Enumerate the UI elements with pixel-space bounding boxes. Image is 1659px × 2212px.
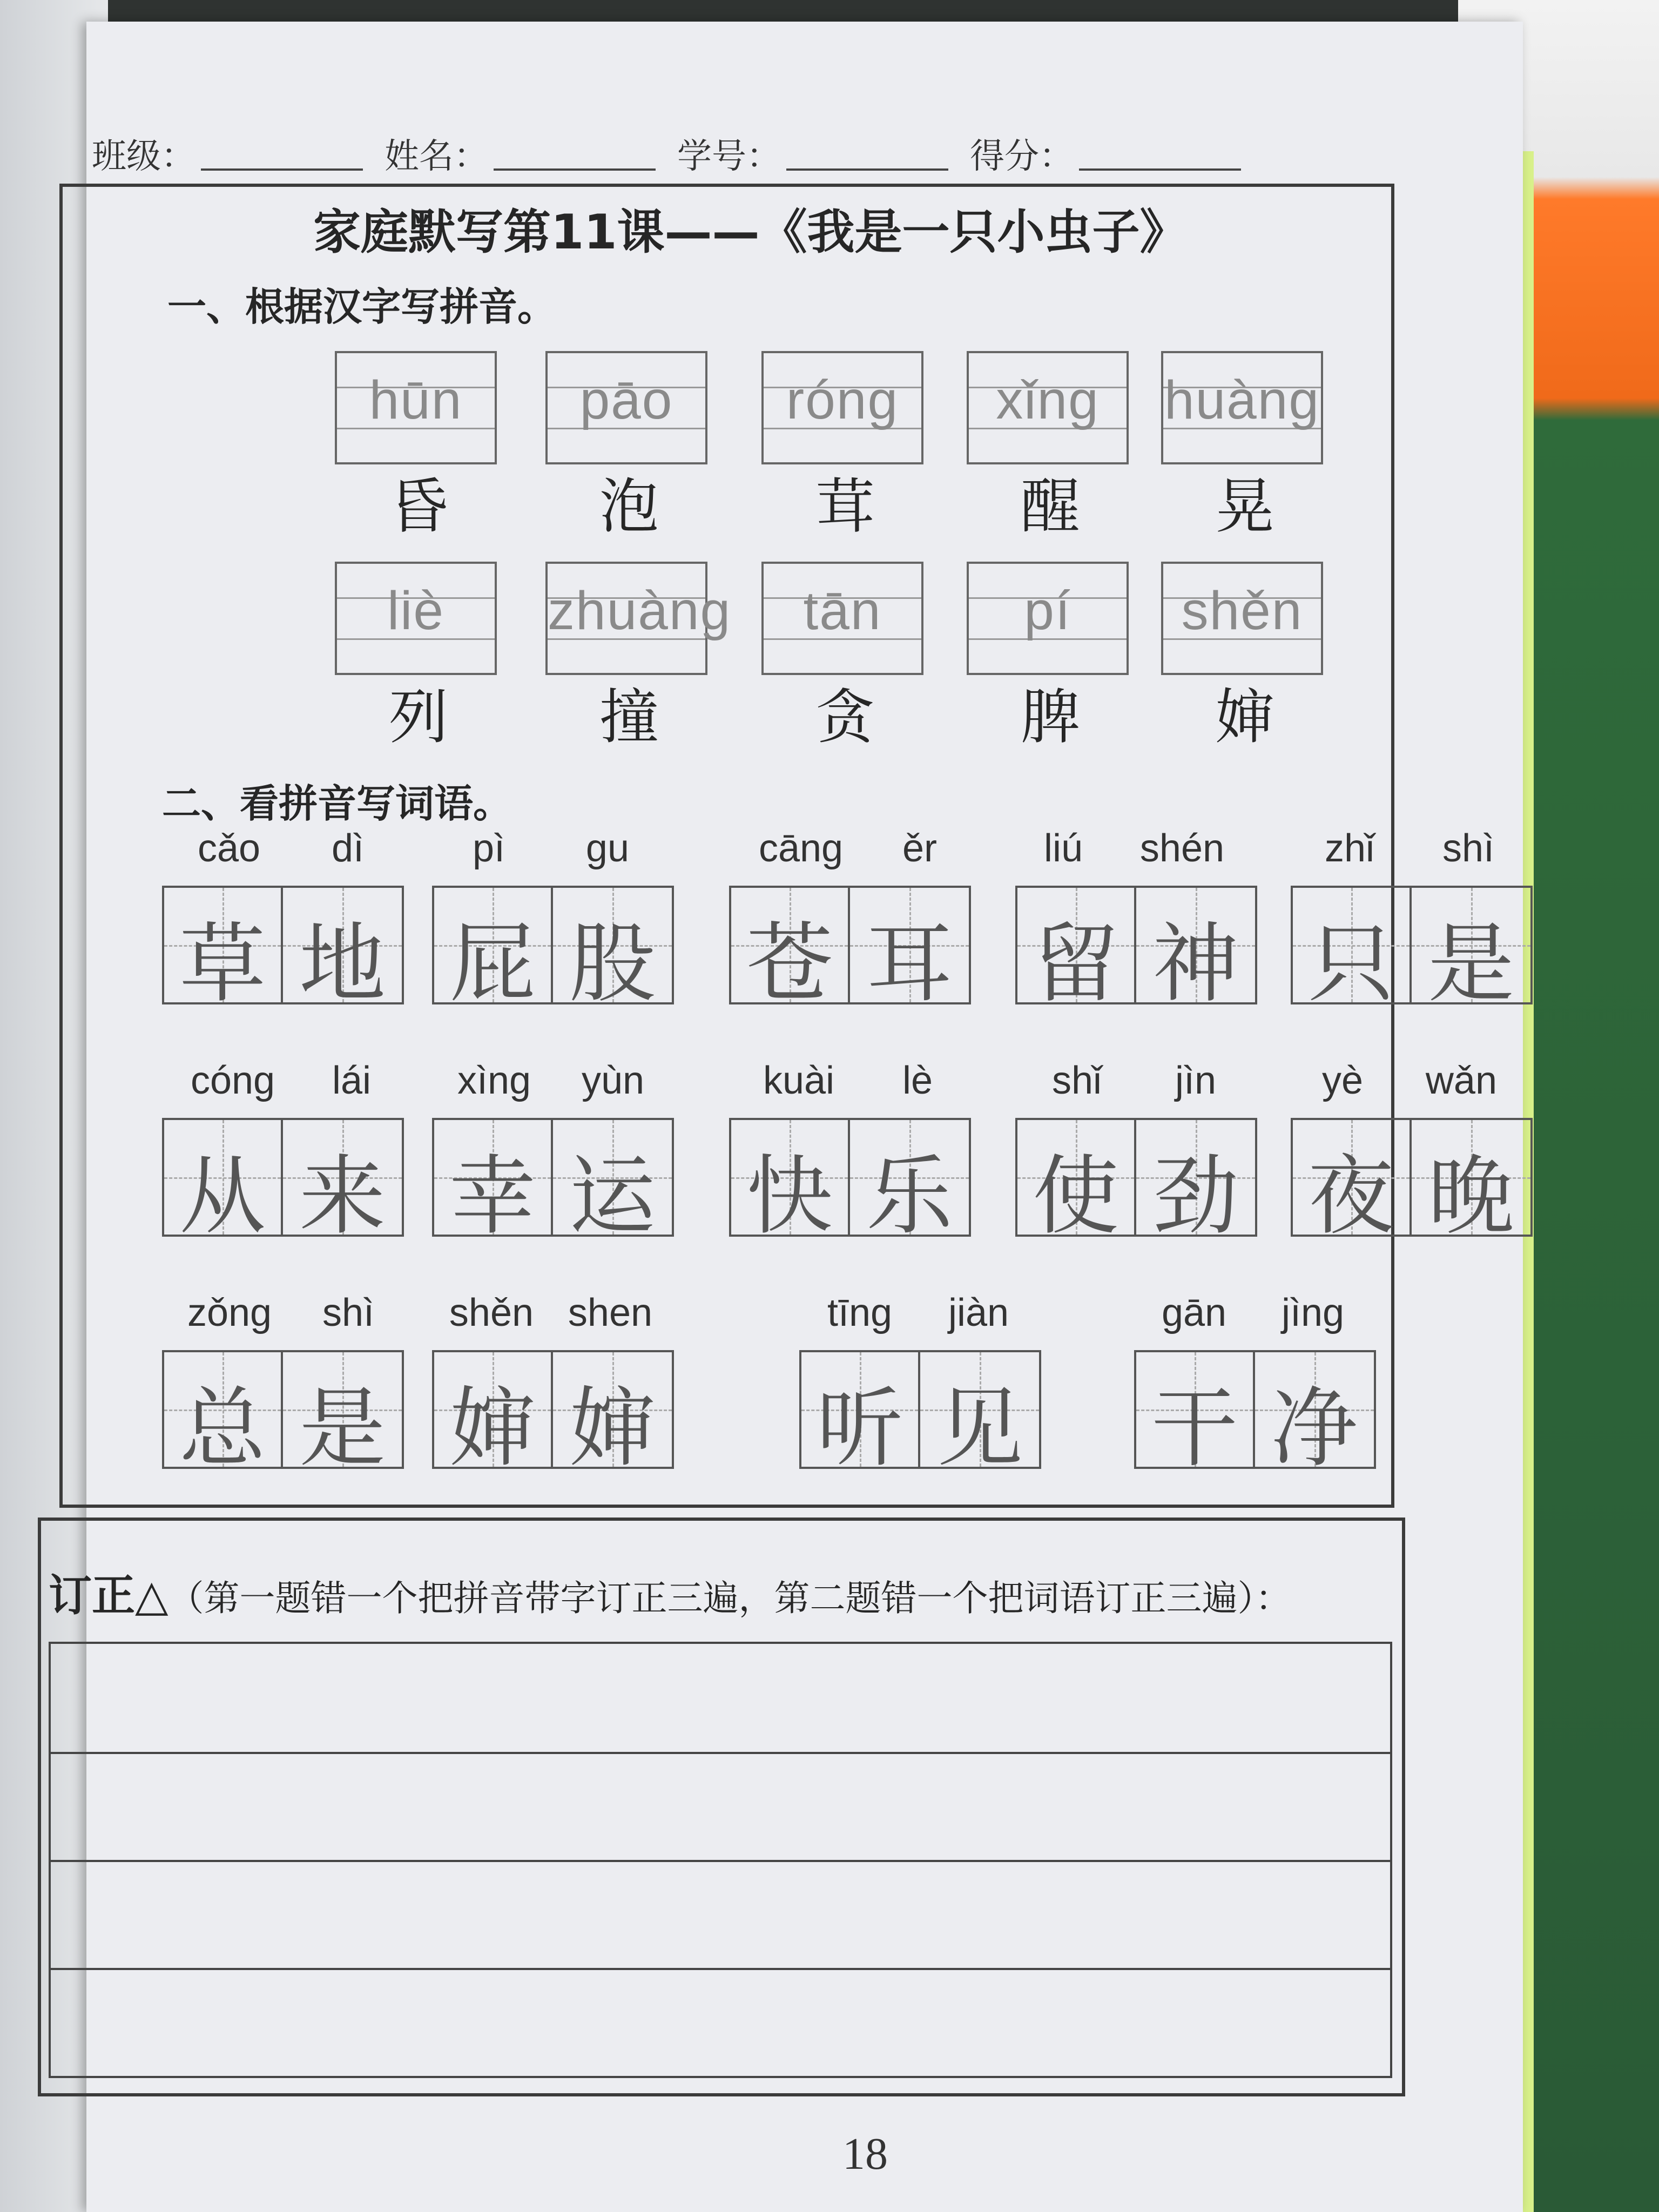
handwritten-char: 是 <box>299 1378 386 1479</box>
hanzi-prompt: 婶 <box>1215 683 1274 752</box>
writing-cell[interactable] <box>434 1120 553 1246</box>
pinyin-syllable: shǐ <box>1051 1059 1102 1102</box>
hanzi-prompt: 晃 <box>1215 472 1274 541</box>
student-no-field <box>677 129 948 178</box>
pinyin-answer: tān <box>803 581 882 641</box>
pinyin-syllable: shì <box>1442 827 1495 870</box>
writing-line <box>51 1968 1390 1970</box>
s2-item <box>432 826 670 1031</box>
pinyin-syllable: liú <box>1043 827 1083 870</box>
handwritten-char: 是 <box>1427 913 1514 1014</box>
pinyin-syllable: lè <box>902 1059 933 1102</box>
handwritten-char: 见 <box>936 1378 1023 1479</box>
pinyin-syllable: cǎo <box>197 827 261 870</box>
s1-item <box>1161 351 1328 541</box>
s2-item <box>729 826 967 1031</box>
s2-item <box>729 1058 967 1264</box>
pinyin-syllable: gu <box>585 827 630 870</box>
tianzige-grid[interactable] <box>162 1350 404 1479</box>
writing-cell[interactable] <box>283 888 402 1014</box>
pinyin-syllable: ěr <box>902 827 938 870</box>
handwritten-char: 运 <box>569 1145 656 1246</box>
handwritten-char: 夜 <box>1307 1145 1394 1246</box>
page-number: 18 <box>842 2129 888 2179</box>
pinyin-box[interactable] <box>335 351 497 464</box>
pinyin-prompt <box>729 1058 967 1107</box>
writing-cell[interactable] <box>1412 1120 1530 1246</box>
writing-cell[interactable] <box>164 1120 283 1246</box>
handwritten-char: 总 <box>179 1378 266 1479</box>
pinyin-box[interactable] <box>335 562 497 675</box>
writing-cell[interactable] <box>731 1120 850 1246</box>
section2-title: 二、看拼音写词语。 <box>162 781 512 826</box>
pinyin-syllable: yè <box>1321 1059 1363 1102</box>
handwritten-char: 股 <box>569 913 656 1014</box>
page-title: 家庭默写第11课——《我是一只小虫子》 <box>313 204 1188 260</box>
pinyin-answer: pāo <box>579 370 673 430</box>
writing-cell[interactable] <box>283 1120 402 1246</box>
writing-cell[interactable] <box>801 1352 920 1479</box>
pinyin-syllable: shì <box>322 1291 375 1334</box>
s2-item <box>1015 826 1253 1031</box>
tianzige-grid[interactable] <box>432 886 674 1014</box>
pinyin-syllable: yùn <box>581 1059 645 1102</box>
s1-item <box>967 562 1134 752</box>
tianzige-grid[interactable] <box>162 886 404 1014</box>
writing-cell[interactable] <box>164 1352 283 1479</box>
correction-heading <box>49 1561 1399 1623</box>
pinyin-syllable: lái <box>332 1059 372 1102</box>
hanzi-prompt: 列 <box>389 683 448 752</box>
s2-item <box>162 826 400 1031</box>
s2-item <box>162 1291 400 1496</box>
hanzi-prompt: 撞 <box>599 683 659 752</box>
writing-cell[interactable] <box>553 1352 672 1479</box>
section1-title: 一、根据汉字写拼音。 <box>167 284 557 329</box>
pinyin-syllable: jìng <box>1281 1291 1345 1334</box>
s2-item <box>432 1291 670 1496</box>
pinyin-prompt <box>1015 826 1253 875</box>
s1-item <box>1161 562 1328 752</box>
s1-item <box>335 562 502 752</box>
correction-writing-area[interactable] <box>49 1642 1392 2078</box>
hanzi-prompt: 贪 <box>815 683 875 752</box>
pinyin-syllable: jìn <box>1175 1059 1217 1102</box>
tianzige-grid[interactable] <box>432 1118 674 1246</box>
correction-label: 订正△ <box>49 1570 168 1621</box>
writing-line <box>51 1860 1390 1862</box>
pinyin-syllable: tīng <box>827 1291 893 1334</box>
pinyin-syllable: gān <box>1161 1291 1227 1334</box>
writing-cell[interactable] <box>1136 1352 1255 1479</box>
writing-cell[interactable] <box>1255 1352 1374 1479</box>
pinyin-prompt <box>1291 1058 1528 1107</box>
pinyin-syllable: dì <box>331 827 365 870</box>
pinyin-prompt <box>1015 1058 1253 1107</box>
handwritten-char: 劲 <box>1152 1145 1239 1246</box>
name-field <box>385 129 656 178</box>
handwritten-char: 快 <box>746 1145 833 1246</box>
tianzige-grid[interactable] <box>1015 886 1257 1014</box>
handwritten-char: 神 <box>1152 913 1239 1014</box>
pinyin-syllable: shén <box>1139 827 1225 870</box>
pinyin-syllable: zhǐ <box>1324 827 1375 870</box>
pinyin-prompt <box>162 1058 400 1107</box>
s2-item <box>1291 1058 1528 1264</box>
pinyin-box[interactable] <box>545 351 707 464</box>
s1-item <box>335 351 502 541</box>
pinyin-box[interactable] <box>761 351 923 464</box>
pinyin-prompt <box>1134 1291 1372 1339</box>
writing-cell[interactable] <box>731 888 850 1014</box>
pinyin-prompt <box>162 826 400 875</box>
handwritten-char: 乐 <box>866 1145 953 1246</box>
hanzi-prompt: 泡 <box>599 472 659 541</box>
pinyin-syllable: jiàn <box>948 1291 1009 1334</box>
s2-item <box>799 1291 1037 1496</box>
handwritten-char: 婶 <box>569 1378 656 1479</box>
pinyin-syllable: shěn <box>449 1291 534 1334</box>
class-blank[interactable] <box>201 163 363 171</box>
hanzi-prompt: 茸 <box>815 472 875 541</box>
pinyin-syllable: zǒng <box>187 1291 272 1334</box>
tianzige-grid[interactable] <box>729 886 971 1014</box>
handwritten-char: 屁 <box>449 913 536 1014</box>
class-field <box>92 129 363 178</box>
pinyin-prompt <box>432 1291 670 1339</box>
handwritten-char: 地 <box>299 913 386 1014</box>
pinyin-answer: liè <box>387 581 445 641</box>
writing-cell[interactable] <box>850 888 969 1014</box>
writing-cell[interactable] <box>283 1352 402 1479</box>
pinyin-box[interactable] <box>1161 351 1323 464</box>
score-blank[interactable] <box>1079 163 1241 171</box>
writing-cell[interactable] <box>920 1352 1039 1479</box>
pinyin-prompt <box>1291 826 1528 875</box>
s2-item <box>1015 1058 1253 1264</box>
pinyin-syllable: cóng <box>190 1059 275 1102</box>
writing-cell[interactable] <box>434 1352 553 1479</box>
pinyin-answer: hūn <box>369 370 463 430</box>
handwritten-char: 婶 <box>449 1378 536 1479</box>
handwritten-char: 耳 <box>866 913 953 1014</box>
writing-cell[interactable] <box>1017 1120 1136 1246</box>
pinyin-box[interactable] <box>967 351 1129 464</box>
tianzige-grid[interactable] <box>1015 1118 1257 1246</box>
correction-instruction: （第一题错一个把拼音带字订正三遍，第二题错一个把词语订正三遍）： <box>168 1577 1291 1619</box>
tianzige-grid[interactable] <box>1291 886 1533 1014</box>
tianzige-grid[interactable] <box>162 1118 404 1246</box>
s1-item <box>761 562 929 752</box>
s1-item <box>545 351 713 541</box>
pinyin-prompt <box>729 826 967 875</box>
pinyin-prompt <box>432 1058 670 1107</box>
pinyin-prompt <box>799 1291 1037 1339</box>
pinyin-box[interactable] <box>967 562 1129 675</box>
handwritten-char: 苍 <box>746 913 833 1014</box>
student-no-label: 学号： <box>677 137 781 177</box>
student-info-header <box>92 113 1442 178</box>
pinyin-box[interactable] <box>761 562 923 675</box>
writing-cell[interactable] <box>1136 888 1255 1014</box>
handwritten-char: 使 <box>1032 1145 1119 1246</box>
tianzige-grid[interactable] <box>1291 1118 1533 1246</box>
handwritten-char: 晚 <box>1427 1145 1514 1246</box>
writing-cell[interactable] <box>1136 1120 1255 1246</box>
writing-cell[interactable] <box>553 888 672 1014</box>
pinyin-box[interactable] <box>545 562 732 675</box>
writing-cell[interactable] <box>434 888 553 1014</box>
pinyin-answer: shěn <box>1181 581 1303 641</box>
pinyin-syllable: wǎn <box>1425 1059 1498 1102</box>
handwritten-char: 草 <box>179 913 266 1014</box>
tianzige-grid[interactable] <box>1134 1350 1376 1479</box>
score-label: 得分： <box>970 137 1074 177</box>
pinyin-syllable: xìng <box>457 1059 531 1102</box>
s1-item <box>761 351 929 541</box>
writing-cell[interactable] <box>164 888 283 1014</box>
pinyin-answer: huàng <box>1164 370 1320 430</box>
pinyin-syllable: pì <box>472 827 505 870</box>
writing-cell[interactable] <box>1293 1120 1412 1246</box>
pinyin-syllable: shen <box>568 1291 653 1334</box>
student-no-blank[interactable] <box>786 163 948 171</box>
pinyin-answer: róng <box>786 370 899 430</box>
writing-cell[interactable] <box>1412 888 1530 1014</box>
tianzige-grid[interactable] <box>432 1350 674 1479</box>
s1-item <box>967 351 1134 541</box>
writing-cell[interactable] <box>1293 888 1412 1014</box>
pinyin-answer: zhuàng <box>548 581 732 641</box>
tianzige-grid[interactable] <box>729 1118 971 1246</box>
hanzi-prompt: 醒 <box>1021 472 1080 541</box>
writing-cell[interactable] <box>850 1120 969 1246</box>
handwritten-char: 幸 <box>449 1145 536 1246</box>
score-field <box>970 129 1241 178</box>
handwritten-char: 来 <box>299 1145 386 1246</box>
pinyin-answer: pí <box>1024 581 1071 641</box>
handwritten-char: 只 <box>1307 913 1394 1014</box>
pinyin-prompt <box>162 1291 400 1339</box>
handwritten-char: 留 <box>1032 913 1119 1014</box>
pinyin-prompt <box>432 826 670 875</box>
pinyin-syllable: kuài <box>763 1059 835 1102</box>
pinyin-syllable: cāng <box>758 827 844 870</box>
handwritten-char: 干 <box>1151 1378 1238 1479</box>
writing-cell[interactable] <box>553 1120 672 1246</box>
tianzige-grid[interactable] <box>799 1350 1041 1479</box>
pinyin-answer: xǐng <box>996 370 1100 430</box>
s2-item <box>162 1058 400 1264</box>
s2-item <box>1291 826 1528 1031</box>
s1-item <box>545 562 732 752</box>
handwritten-char: 从 <box>179 1145 266 1246</box>
class-label: 班级： <box>92 137 195 177</box>
writing-cell[interactable] <box>1017 888 1136 1014</box>
hanzi-prompt: 昏 <box>389 472 448 541</box>
s2-item <box>1134 1291 1372 1496</box>
pinyin-box[interactable] <box>1161 562 1323 675</box>
handwritten-char: 听 <box>816 1378 903 1479</box>
hanzi-prompt: 脾 <box>1021 683 1080 752</box>
handwritten-char: 净 <box>1271 1378 1358 1479</box>
writing-line <box>51 1752 1390 1754</box>
name-blank[interactable] <box>494 163 656 171</box>
name-label: 姓名： <box>385 137 488 177</box>
s2-item <box>432 1058 670 1264</box>
